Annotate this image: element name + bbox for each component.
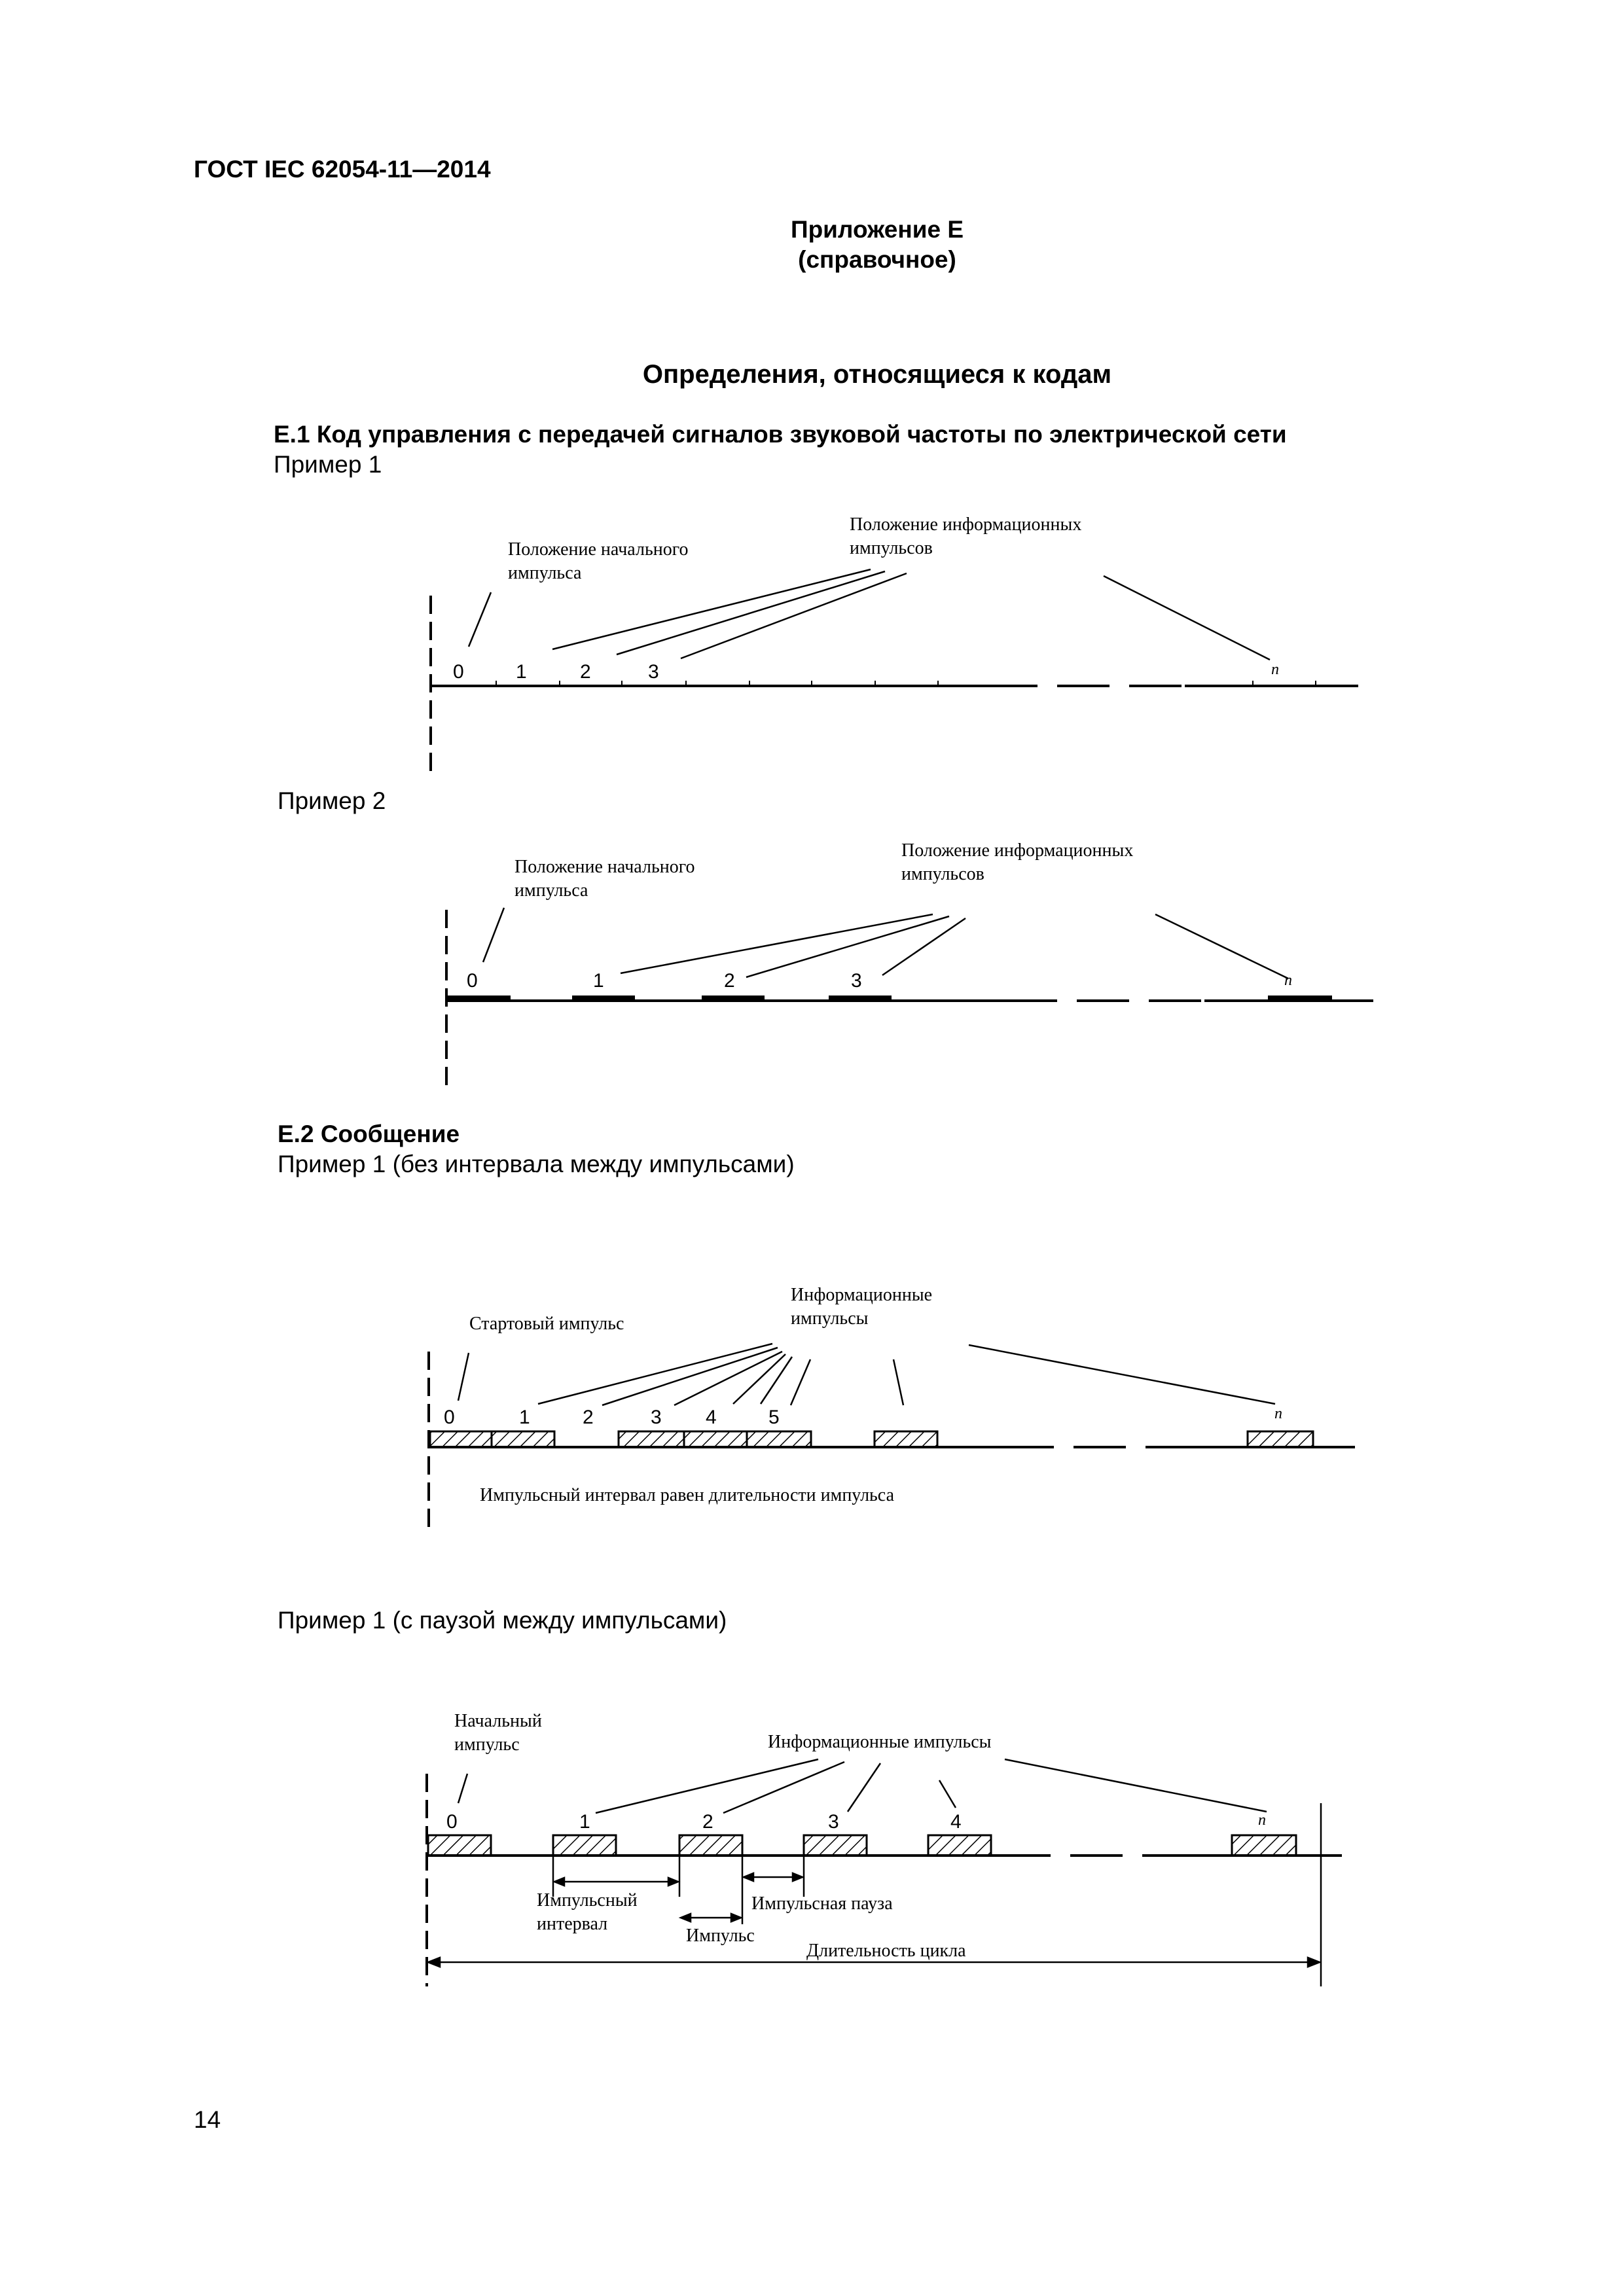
e2ex2-interval-label-line2: интервал	[537, 1914, 608, 1934]
e2ex2-cycle-label: Длительность цикла	[806, 1941, 966, 1961]
e1ex1-start-label-line2: импульса	[508, 563, 582, 583]
e2ex2-pos-2: 2	[702, 1811, 713, 1833]
e1ex2-pos-n: n	[1284, 972, 1292, 989]
figure-e2-example1	[0, 1266, 1624, 1541]
e2ex1-pos-5: 5	[768, 1407, 780, 1428]
e2ex1-pos-2: 2	[583, 1407, 594, 1428]
e2ex2-pos-4: 4	[950, 1811, 962, 1833]
e2ex1-pos-n: n	[1274, 1405, 1282, 1422]
e2ex2-pulse-label: Импульс	[686, 1926, 755, 1946]
e1ex2-info-label-line2: импульсов	[901, 864, 984, 884]
e2ex1-pos-0: 0	[444, 1407, 455, 1428]
figure-e1-example1	[0, 497, 1624, 785]
e2ex2-interval-label-line1: Импульсный	[537, 1890, 638, 1910]
figure-e2-example2	[0, 1702, 1624, 2003]
e1ex1-pos-2: 2	[580, 661, 591, 683]
e1ex1-pos-1: 1	[516, 661, 527, 683]
appendix-type: (справочное)	[798, 246, 956, 273]
e1ex2-start-label-line1: Положение начального	[514, 857, 695, 877]
e2-example1-label: Пример 1 (без интервала между импульсами)	[278, 1151, 795, 1177]
e1ex1-start-label-line1: Положение начального	[508, 539, 689, 560]
e2ex1-info-label-line2: импульсы	[791, 1308, 869, 1329]
e2ex2-pos-0: 0	[446, 1811, 458, 1833]
e1ex2-pos-1: 1	[593, 970, 604, 992]
figure-e2-example2-svg	[0, 1702, 1624, 2003]
e1ex2-pos-0: 0	[467, 970, 478, 992]
e1ex1-info-label-line1: Положение информационных	[850, 514, 1082, 535]
figure-e1-example2-svg	[0, 828, 1624, 1103]
e1ex1-info-label-line2: импульсов	[850, 538, 933, 558]
appendix-title: Приложение Е	[790, 216, 964, 243]
figure-e2-example1-svg	[0, 1266, 1624, 1541]
document-code: ГОСТ IEC 62054-11—2014	[194, 156, 491, 183]
e2ex2-pos-n: n	[1258, 1812, 1266, 1829]
section-title: Определения, относящиеся к кодам	[642, 360, 1112, 389]
e1-example1-label: Пример 1	[274, 451, 382, 478]
e2-heading: Е.2 Сообщение	[278, 1121, 460, 1147]
e2ex2-pos-3: 3	[828, 1811, 839, 1833]
e1ex2-pos-3: 3	[851, 970, 862, 992]
e2ex2-start-label-line1: Начальный	[454, 1711, 542, 1731]
e2-example2-label: Пример 1 (с паузой между импульсами)	[278, 1607, 727, 1634]
e2ex2-pos-1: 1	[579, 1811, 590, 1833]
e1ex1-pos-0: 0	[453, 661, 464, 683]
e1-example2-label: Пример 2	[278, 787, 386, 814]
e1ex1-pos-n: n	[1271, 661, 1279, 678]
e2ex1-info-label-line1: Информационные	[791, 1285, 933, 1305]
e2ex2-info-label: Информационные импульсы	[768, 1732, 992, 1752]
e1ex2-info-label-line1: Положение информационных	[901, 840, 1134, 861]
figure-e1-example2	[0, 828, 1624, 1103]
e2ex2-pause-label: Импульсная пауза	[751, 1893, 893, 1914]
e2ex1-start-label: Стартовый импульс	[469, 1314, 624, 1334]
e2ex2-start-label-line2: импульс	[454, 1734, 520, 1755]
e1ex2-start-label-line2: импульса	[514, 880, 588, 901]
e1ex2-pos-2: 2	[724, 970, 735, 992]
e2ex1-pos-1: 1	[519, 1407, 530, 1428]
e2ex1-pos-4: 4	[706, 1407, 717, 1428]
page-number: 14	[194, 2106, 221, 2133]
e2ex1-pos-3: 3	[651, 1407, 662, 1428]
e2ex1-note: Импульсный интервал равен длительности импульса	[480, 1485, 895, 1505]
e1-heading: Е.1 Код управления с передачей сигналов звуковой частоты по электрической сети	[274, 421, 1287, 448]
figure-e1-example1-svg	[0, 497, 1624, 785]
e1ex1-pos-3: 3	[648, 661, 659, 683]
